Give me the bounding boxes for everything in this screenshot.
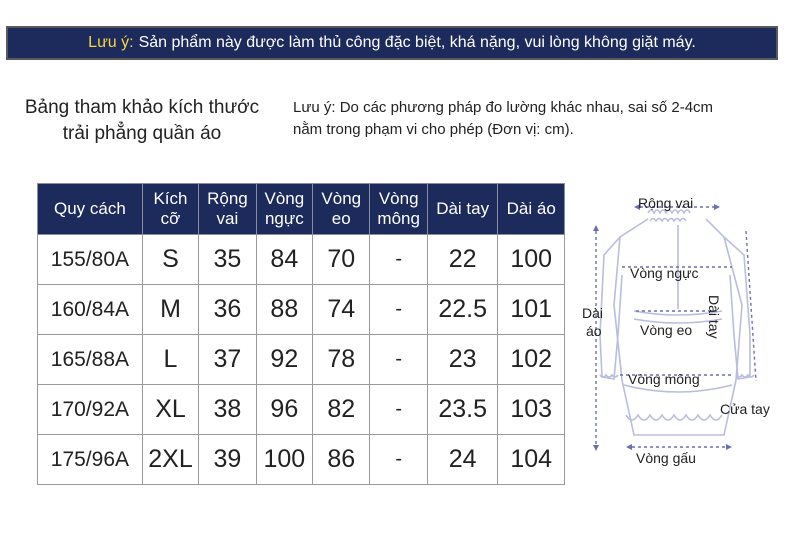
notice-label: Lưu ý: (88, 34, 134, 51)
cell-waist: 86 (313, 435, 370, 485)
cell-sleeve: 22 (427, 235, 498, 285)
cell-size: 2XL (142, 435, 198, 485)
cell-spec: 175/96A (38, 435, 143, 485)
cell-size: S (142, 235, 198, 285)
size-table (37, 183, 565, 485)
header-shoulder: Rộng vai (199, 184, 256, 235)
label-shoulder: Rộng vai (638, 195, 694, 211)
cell-chest: 92 (256, 335, 312, 385)
label-sleeve: Dài tay (706, 295, 722, 339)
cell-length: 104 (498, 435, 565, 485)
cell-shoulder: 39 (199, 435, 256, 485)
measurement-note (293, 97, 783, 141)
cell-length: 101 (498, 285, 565, 335)
cell-sleeve: 23 (427, 335, 498, 385)
table-row (38, 335, 565, 385)
cell-waist: 70 (313, 235, 370, 285)
table-row (38, 235, 565, 285)
cell-spec: 170/92A (38, 385, 143, 435)
cell-hip: - (370, 285, 427, 335)
cell-waist: 82 (313, 385, 370, 435)
table-row (38, 385, 565, 435)
header-size: Kích cỡ (142, 184, 198, 235)
cell-hip: - (370, 235, 427, 285)
header-spec: Quy cách (38, 184, 143, 235)
label-length-2: áo (586, 323, 602, 339)
label-chest: Vòng ngực (630, 265, 699, 281)
label-hip: Vòng mông (628, 371, 700, 387)
note-line-2: nằm trong phạm vi cho phép (Đơn vị: cm). (293, 121, 574, 138)
cell-spec: 155/80A (38, 235, 143, 285)
title-line-2: trải phẳng quần áo (62, 123, 222, 144)
cell-shoulder: 38 (199, 385, 256, 435)
cell-sleeve: 23.5 (427, 385, 498, 435)
header-sleeve: Dài tay (427, 184, 498, 235)
cell-size: M (142, 285, 198, 335)
table-row (38, 285, 565, 335)
table-row (38, 435, 565, 485)
header-hip: Vòng mông (370, 184, 427, 235)
cell-size: L (142, 335, 198, 385)
cell-shoulder: 35 (199, 235, 256, 285)
label-cuff: Cửa tay (720, 401, 770, 417)
cell-size: XL (142, 385, 198, 435)
cell-hip: - (370, 335, 427, 385)
garment-diagram (574, 185, 790, 475)
label-waist: Vòng eo (640, 322, 693, 338)
cell-length: 103 (498, 385, 565, 435)
notice-banner (6, 26, 778, 60)
cell-chest: 100 (256, 435, 312, 485)
cell-hip: - (370, 435, 427, 485)
cell-length: 102 (498, 335, 565, 385)
label-hem: Vòng gấu (636, 450, 696, 466)
page-title (4, 95, 280, 147)
cell-chest: 96 (256, 385, 312, 435)
cell-spec: 160/84A (38, 285, 143, 335)
note-line-1: Lưu ý: Do các phương pháp đo lường khác nhau, sai số 2-4cm (293, 99, 714, 116)
cell-shoulder: 36 (199, 285, 256, 335)
cell-length: 100 (498, 235, 565, 285)
cell-waist: 74 (313, 285, 370, 335)
cell-spec: 165/88A (38, 335, 143, 385)
header-waist: Vòng eo (313, 184, 370, 235)
cell-chest: 88 (256, 285, 312, 335)
title-line-1: Bảng tham khảo kích thước (24, 97, 260, 118)
cell-waist: 78 (313, 335, 370, 385)
cell-shoulder: 37 (199, 335, 256, 385)
cell-hip: - (370, 385, 427, 435)
header-length: Dài áo (498, 184, 565, 235)
table-header-row (38, 184, 565, 235)
header-chest: Vòng ngực (256, 184, 312, 235)
cell-sleeve: 22.5 (427, 285, 498, 335)
label-length-1: Dài (582, 305, 604, 321)
cell-chest: 84 (256, 235, 312, 285)
notice-text: Sản phẩm này được làm thủ công đặc biệt, khá nặng, vui lòng không giặt máy. (138, 34, 696, 51)
cell-sleeve: 24 (427, 435, 498, 485)
